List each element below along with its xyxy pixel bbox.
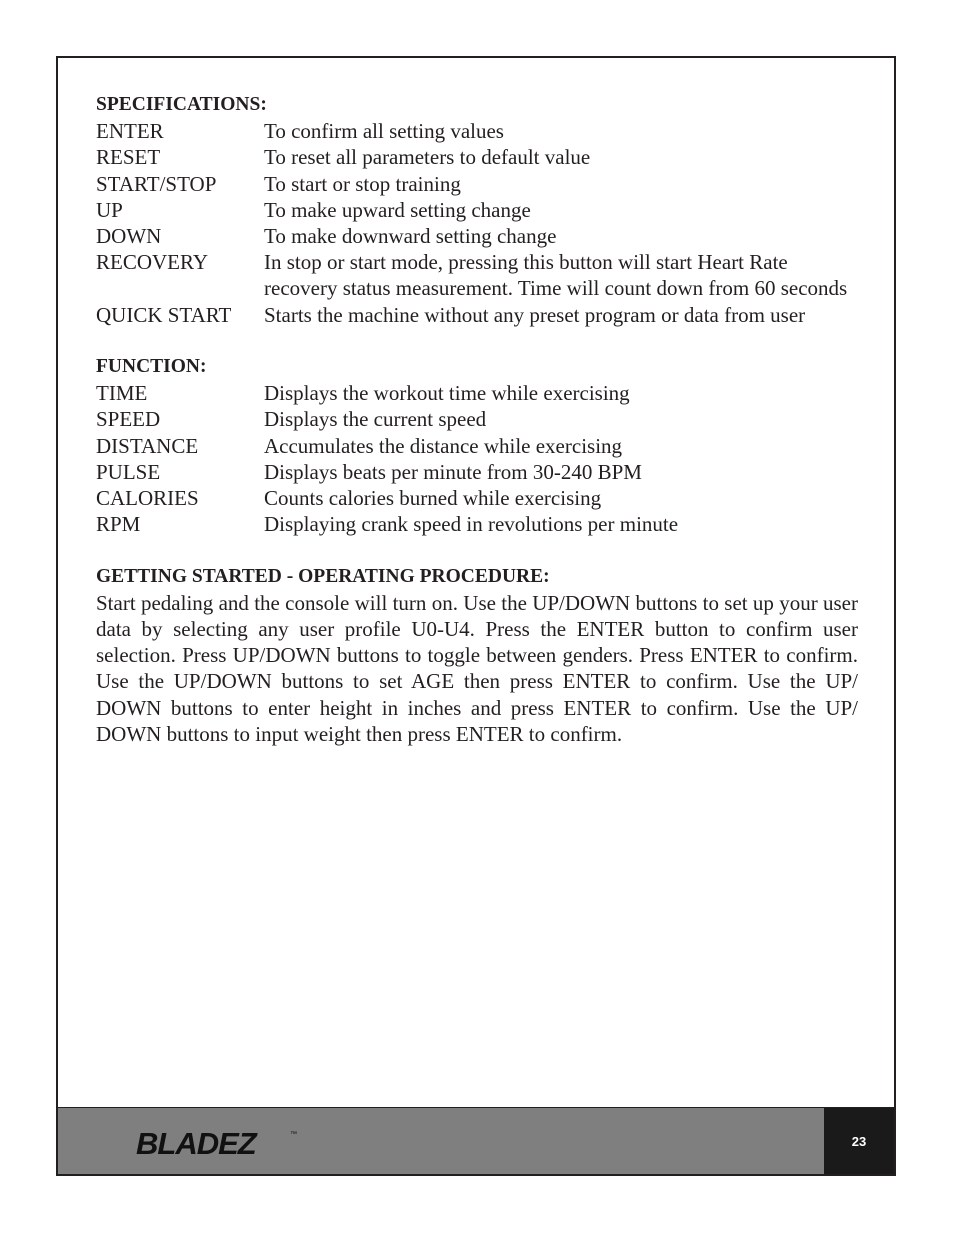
spec-key: UP [96,197,123,222]
function-row-speed [96,406,858,432]
spec-key: RECOVERY [96,250,209,275]
spec-key: DOWN [96,224,162,248]
function-desc: Displays the current speed [264,407,487,432]
function-row-time [96,380,858,406]
section-gap [96,537,858,563]
function-desc: Displays the workout time while exercising [264,381,630,406]
manual-content [96,92,858,747]
spec-desc: Starts the machine without any preset program or data from user [264,302,806,327]
spec-key: QUICK START [96,302,232,327]
spec-desc: To make downward setting change [264,224,557,248]
function-key: SPEED [96,407,161,432]
spec-desc: To confirm all setting values [264,119,504,144]
function-row-rpm [96,511,858,537]
spec-row-recovery [96,249,858,301]
svg-text:BLADEZ: BLADEZ [136,1126,256,1160]
spec-desc: In stop or start mode, pressing this button will start Heart Rate recovery status measurement. Time will count down from 60 seconds [264,250,848,301]
function-section [96,354,858,537]
function-row-pulse [96,459,858,485]
function-desc: Counts calories burned while exercising [264,486,602,510]
specifications-heading: SPECIFICATIONS: [96,94,267,115]
spec-key: RESET [96,145,161,170]
getting-started-section [96,564,858,747]
spec-row-up [96,197,858,223]
spec-row-reset [96,144,858,170]
function-key: TIME [96,381,148,406]
spec-row-down [96,223,858,249]
spec-row-enter [96,118,858,144]
spec-row-start-stop [96,171,858,197]
specifications-section [96,92,858,328]
section-gap [96,328,858,354]
spec-desc: To start or stop training [264,171,461,196]
getting-started-heading: GETTING STARTED - OPERATING PROCEDURE: [96,565,550,587]
function-heading: FUNCTION: [96,356,207,377]
function-key: PULSE [96,459,161,484]
function-desc: Displays beats per minute from 30-240 BPM [264,459,642,484]
function-row-distance [96,433,858,459]
function-row-calories [96,485,858,511]
function-key: DISTANCE [96,433,199,458]
spec-key: START/STOP [96,171,217,196]
getting-started-paragraph: Start pedaling and the console will turn on. Use the UP/DOWN buttons to set up your user data by selecting any user profile U0-U4. Press the ENTER button to confirm user selection. Press UP/DOWN buttons to toggle between genders. Press ENTER to confirm. Use the UP/DOWN buttons to set AGE then press ENTER to confirm. Use the UP/ DOWN buttons to enter height in inches and press ENTER to confirm. Use the UP/ DOWN buttons to input weight then press ENTER to confirm. [96,590,858,746]
page-number: 23 [824,1108,894,1174]
bladez-logo [132,1124,304,1160]
spec-desc: To make upward setting change [264,197,531,222]
spec-row-quick-start [96,302,858,328]
spec-desc: To reset all parameters to default value [264,145,591,170]
function-desc: Displaying crank speed in revolutions per minute [264,512,679,537]
footer-bar [56,1107,896,1176]
function-key: RPM [96,512,141,537]
function-desc: Accumulates the distance while exercising [264,433,623,458]
function-key: CALORIES [96,486,199,510]
svg-text:™: ™ [290,1131,297,1138]
spec-key: ENTER [96,119,164,144]
